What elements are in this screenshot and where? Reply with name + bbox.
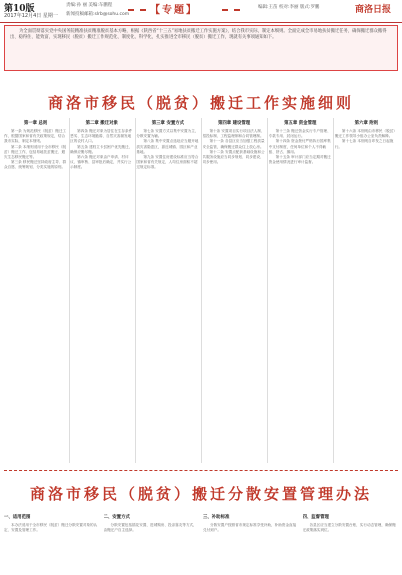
section-divider-right: [222, 9, 240, 11]
page-label: 第10版: [4, 4, 35, 14]
article-paragraph: 第二条 本细则适用于全市移民（脱贫）搬迁工作，包括易地扶贫搬迁、避灾生态移民搬迁等。: [4, 144, 67, 160]
column-divider: [333, 118, 334, 463]
chapter-heading: 第二章 搬迁对象: [85, 121, 118, 126]
headline-dispersed-resettlement: 商洛市移民（脱贫）搬迁分散安置管理办法: [29, 485, 372, 503]
article-column: [269, 118, 332, 463]
article-column: [136, 118, 199, 463]
article-paragraph: 第八条 集中安置点选址应当避开地质灾害隐患区，靠近城镇、园区和产业基地。: [136, 139, 199, 154]
article-paragraph: 第九条 安置住房建设标准应当符合国家和省有关规定，人均住房面积不超过规定标准。: [136, 155, 199, 170]
newspaper-logo: 商洛日报: [355, 5, 392, 15]
article-column: [4, 118, 67, 463]
article-paragraph: 分散安置包括插花安置、进城购房、投亲靠友等方式，由搬迁户自主选择。: [103, 523, 197, 533]
article-paragraph: 分散安置户按照省市规定标准享受补助，补助资金直接兑付到户。: [203, 523, 297, 533]
section-divider-left: [128, 9, 146, 11]
article-paragraph: 第十五条 审计部门应当定期对搬迁资金使用情况进行审计监督。: [268, 155, 331, 165]
section-separator: [4, 470, 398, 471]
intro-box: 为全面贯彻落实党中央国务院精准扶贫精准脱贫基本方略，根据《陕西省“十三五”易地扶贫搬迁工作实施方案》，结合我市实际，制定本细则。全面完成全市易地扶贫搬迁任务，确保搬迁群众搬得出、稳得住、能致富，实现移民（脱贫）搬迁工作规范化、制度化、科学化，扎实推进全市移民（脱贫）搬迁工作，现就有关事项通知如下。: [4, 25, 398, 71]
article-paragraph: 第六条 搬迁对象由户申请、村评议、镇审核、县审批后确定，并实行公示制度。: [70, 155, 132, 170]
article-paragraph: 第十六条 本细则由市移民（脱贫）搬迁工作领导小组办公室负责解释。: [334, 129, 397, 139]
article-paragraph: 第十七条 本细则自印发之日起施行。: [334, 139, 394, 149]
column-divider: [267, 118, 268, 463]
article-column: [70, 118, 133, 463]
column-divider: [135, 118, 136, 463]
section-heading: 三、补助标准: [203, 515, 230, 520]
chapter-heading: 第四章 建设管理: [217, 121, 251, 126]
bottom-article-column: [303, 512, 399, 572]
bottom-article-column: [104, 512, 200, 572]
article-column: [203, 118, 266, 463]
article-paragraph: 第十四条 资金拨付严格执行国库集中支付制度，任何单位和个人不得截留、挤占、挪用。: [268, 139, 331, 154]
article-paragraph: 第十一条 各县区应当加强工程质量安全监管，确保搬迁群众住上放心房。: [202, 139, 265, 149]
article-paragraph: 第五条 建档立卡贫困户优先搬迁，确保应搬尽搬。: [70, 144, 133, 154]
article-paragraph: 第十二条 安置点配套基础设施和公共服务设施应当同步规划、同步建设、同步使用。: [202, 149, 265, 165]
article-paragraph: 第三条 移民搬迁坚持政府主导、群众自愿、统筹规划、分类实施的原则。: [4, 160, 67, 170]
article-paragraph: 第四条 搬迁对象为居住在生存条件恶劣、生态环境脆弱、自然灾害频发地区的农村人口。: [70, 129, 133, 144]
bottom-article-column: [4, 512, 100, 572]
chapter-heading: 第六章 附则: [354, 121, 379, 126]
article-paragraph: 本办法适用于全市移民（脱贫）搬迁分散安置对象的认定、安置及管理工作。: [4, 523, 98, 533]
section-heading: 一、适用范围: [4, 515, 31, 520]
section-heading: 二、安置方式: [103, 515, 130, 520]
article-paragraph: 各县区应当建立分散安置台账，实行动态管理，确保搬迁政策落实到位。: [302, 523, 396, 533]
bottom-article-column: [203, 512, 299, 572]
article-paragraph: 第十条 安置项目实行项目法人制、招投标制、工程监理制和合同管理制。: [202, 129, 265, 139]
chapter-heading: 第一章 总则: [23, 121, 48, 126]
masthead: [0, 0, 402, 23]
chapter-heading: 第三章 安置方式: [151, 121, 185, 126]
column-divider: [69, 118, 70, 463]
section-heading: 四、监督管理: [302, 515, 329, 520]
editors-right: 编辑:王苗 校对:李丽 版式:罗鹏: [258, 5, 320, 10]
submission-email: 新闻投稿邮箱:slrb@sohu.com: [66, 12, 130, 17]
section-title: 【专题】: [150, 5, 198, 16]
editors-left: 责编:孙 丽 美编:车鹏程: [66, 3, 113, 8]
chapter-heading: 第五章 资金管理: [284, 121, 317, 126]
article-paragraph: 第十三条 搬迁资金实行专户管理、专款专用、封闭运行。: [268, 129, 331, 139]
article-paragraph: 第一条 为规范移民（脱贫）搬迁工作，根据国家和省有关政策规定，结合我市实际，制定本细则。: [4, 129, 67, 144]
article-paragraph: 第七条 安置方式以集中安置为主，分散安置为辅。: [136, 129, 199, 139]
publish-date: 2017年12月4日 星期一: [4, 13, 58, 19]
column-divider: [201, 118, 202, 463]
headline-implementation-rules: 商洛市移民（脱贫）搬迁工作实施细则: [47, 94, 354, 112]
article-column: [335, 118, 398, 463]
